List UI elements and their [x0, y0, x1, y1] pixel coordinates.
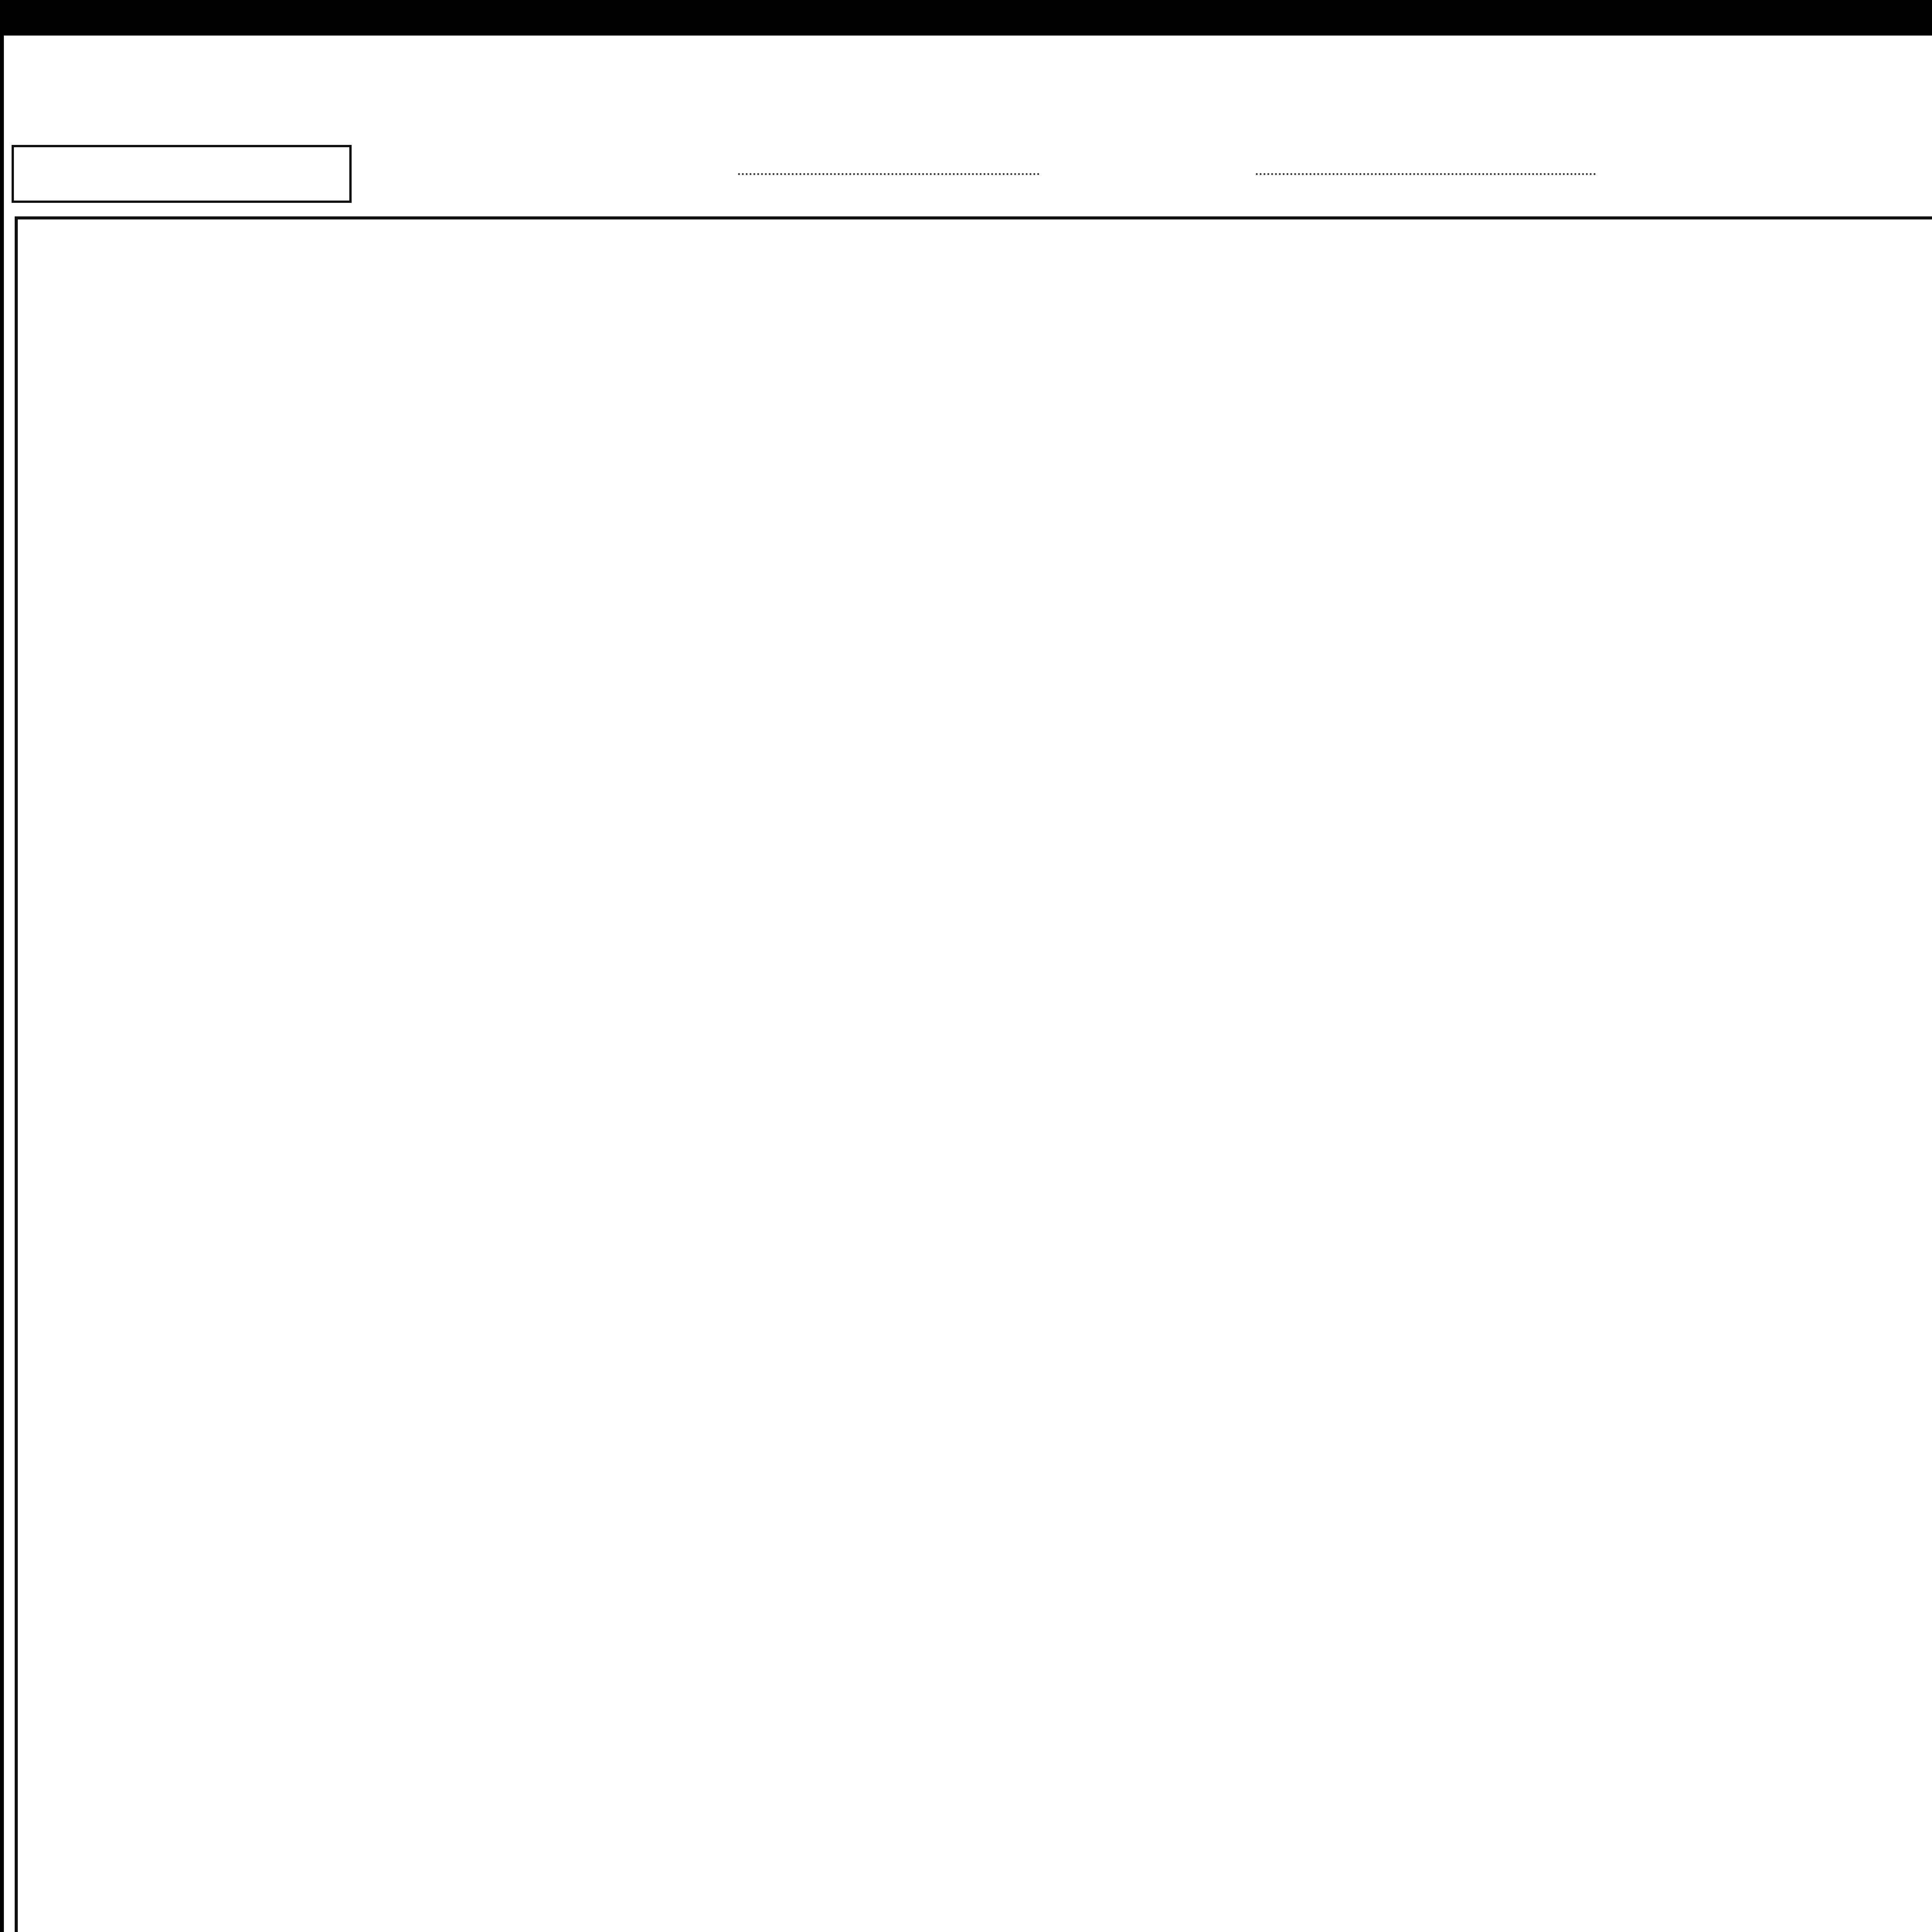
previous-register-note: [12, 145, 352, 203]
weg-dots: [1256, 173, 1596, 175]
main-table: [15, 216, 1932, 1932]
afdeeling-dots: [738, 173, 1039, 175]
